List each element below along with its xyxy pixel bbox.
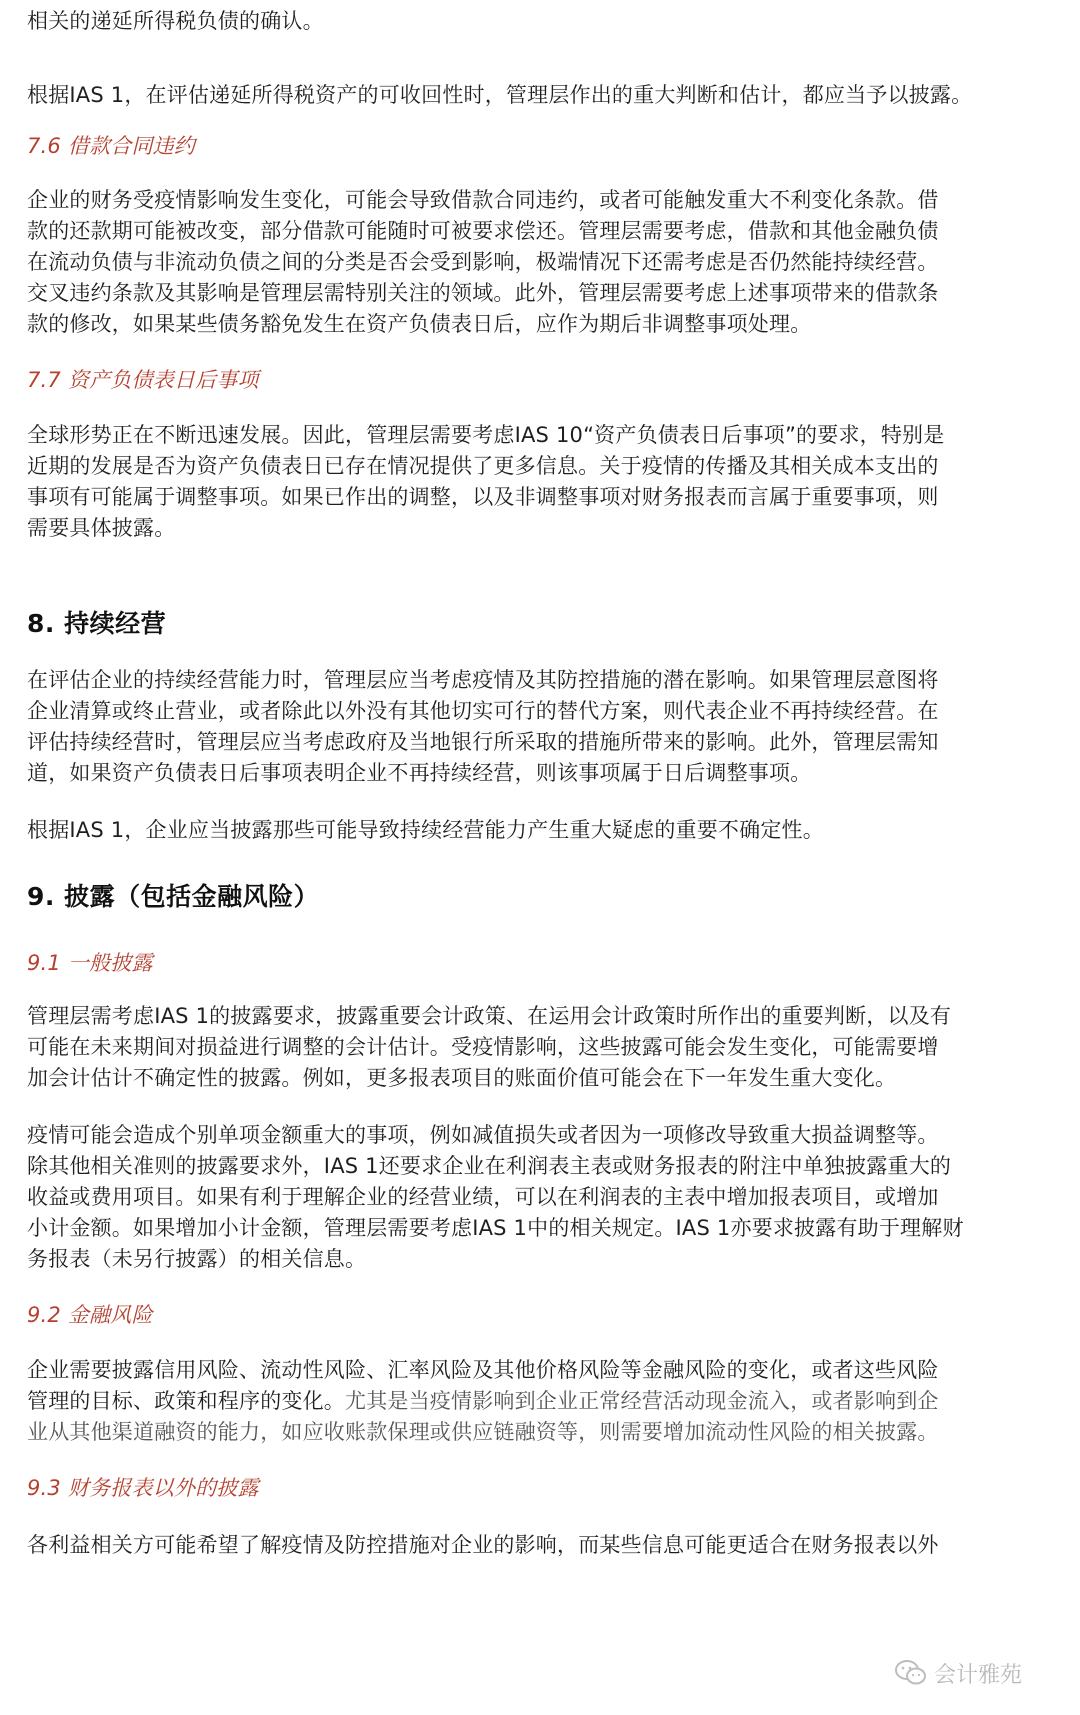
section-heading-9-1: 9.1 一般披露 xyxy=(27,951,153,975)
wechat-icon xyxy=(894,1659,928,1687)
section-heading-7-6: 7.6 借款合同违约 xyxy=(27,134,196,158)
heading-9: 9. 披露（包括金融风险） xyxy=(27,882,320,911)
paragraph-line: 根据IAS 1，企业应当披露那些可能导致持续经营能力产生重大疑虑的重要不确定性。 xyxy=(27,818,824,842)
paragraph-line: 近期的发展是否为资产负债表日已存在情况提供了更多信息。关于疫情的传播及其相关成本支出的 xyxy=(27,454,939,478)
paragraph-line: 除其他相关准则的披露要求外，IAS 1还要求企业在利润表主表或财务报表的附注中单独披露重大的 xyxy=(27,1154,952,1178)
paragraph-line: 管理层需考虑IAS 1的披露要求，披露重要会计政策、在运用会计政策时所作出的重要判断，以及有 xyxy=(27,1004,952,1028)
paragraph-line xyxy=(27,1384,1057,1418)
watermark xyxy=(890,1655,1026,1691)
paragraph-line: 款的修改，如果某些债务豁免发生在资产负债表日后，应作为期后非调整事项处理。 xyxy=(27,312,812,336)
paragraph-line: 业从其他渠道融资的能力，如应收账款保理或供应链融资等，则需要增加流动性风险的相关披露。 xyxy=(27,1420,939,1444)
paragraph-line: 需要具体披露。 xyxy=(27,516,176,540)
section-heading-9-3: 9.3 财务报表以外的披露 xyxy=(27,1476,259,1500)
watermark-text: 会计雅苑 xyxy=(934,1662,1023,1688)
paragraph-line: 加会计估计不确定性的披露。例如，更多报表项目的账面价值可能会在下一年发生重大变化。 xyxy=(27,1066,897,1090)
paragraph-line: 务报表（未另行披露）的相关信息。 xyxy=(27,1247,367,1271)
paragraph-line: 小计金额。如果增加小计金额，管理层需要考虑IAS 1中的相关规定。IAS 1亦要求披露有助于理解财 xyxy=(27,1216,964,1240)
section-heading-7-7: 7.7 资产负债表日后事项 xyxy=(27,368,259,392)
paragraph-line: 事项有可能属于调整事项。如果已作出的调整，以及非调整事项对财务报表而言属于重要事项，则 xyxy=(27,485,939,509)
paragraph-line: 收益或费用项目。如果有利于理解企业的经营业绩，可以在利润表的主表中增加报表项目，或增加 xyxy=(27,1185,939,1209)
paragraph-segment: 管理的目标、政策和程序的变化。 xyxy=(27,1389,345,1413)
paragraph-segment-muted: 尤其是当疫情影响到企业正常经营活动现金流入，或者影响到企 xyxy=(345,1389,939,1413)
paragraph-line: 款的还款期可能被改变，部分借款可能随时可被要求偿还。管理层需要考虑，借款和其他金融负债 xyxy=(27,219,939,243)
paragraph-line: 交叉违约条款及其影响是管理层需特别关注的领域。此外，管理层需要考虑上述事项带来的借款条 xyxy=(27,281,939,305)
paragraph-line: 各利益相关方可能希望了解疫情及防控措施对企业的影响，而某些信息可能更适合在财务报表以外 xyxy=(27,1533,939,1557)
paragraph-line: 疫情可能会造成个别单项金额重大的事项，例如减值损失或者因为一项修改导致重大损益调整等。 xyxy=(27,1123,939,1147)
paragraph-line: 在流动负债与非流动负债之间的分类是否会受到影响，极端情况下还需考虑是否仍然能持续经营。 xyxy=(27,250,939,274)
paragraph-line: 企业清算或终止营业，或者除此以外没有其他切实可行的替代方案，则代表企业不再持续经营。在 xyxy=(27,699,939,723)
paragraph-line: 评估持续经营时，管理层应当考虑政府及当地银行所采取的措施所带来的影响。此外，管理层需知 xyxy=(27,730,939,754)
section-heading-9-2: 9.2 金融风险 xyxy=(27,1303,153,1327)
paragraph-line: 在评估企业的持续经营能力时，管理层应当考虑疫情及其防控措施的潜在影响。如果管理层意图将 xyxy=(27,668,939,692)
paragraph-line: 根据IAS 1，在评估递延所得税资产的可收回性时，管理层作出的重大判断和估计，都应当予以披露。 xyxy=(27,83,973,107)
paragraph-line: 企业需要披露信用风险、流动性风险、汇率风险及其他价格风险等金融风险的变化，或者这些风险 xyxy=(27,1358,939,1382)
paragraph-line: 企业的财务受疫情影响发生变化，可能会导致借款合同违约，或者可能触发重大不利变化条款。借 xyxy=(27,188,939,212)
paragraph-line: 相关的递延所得税负债的确认。 xyxy=(27,9,324,33)
paragraph-line: 全球形势正在不断迅速发展。因此，管理层需要考虑IAS 10“资产负债表日后事项”的要求，特别是 xyxy=(27,423,945,447)
paragraph-line: 可能在未来期间对损益进行调整的会计估计。受疫情影响，这些披露可能会发生变化，可能需要增 xyxy=(27,1035,939,1059)
heading-8: 8. 持续经营 xyxy=(27,609,167,638)
paragraph-line: 道，如果资产负债表日后事项表明企业不再持续经营，则该事项属于日后调整事项。 xyxy=(27,761,812,785)
